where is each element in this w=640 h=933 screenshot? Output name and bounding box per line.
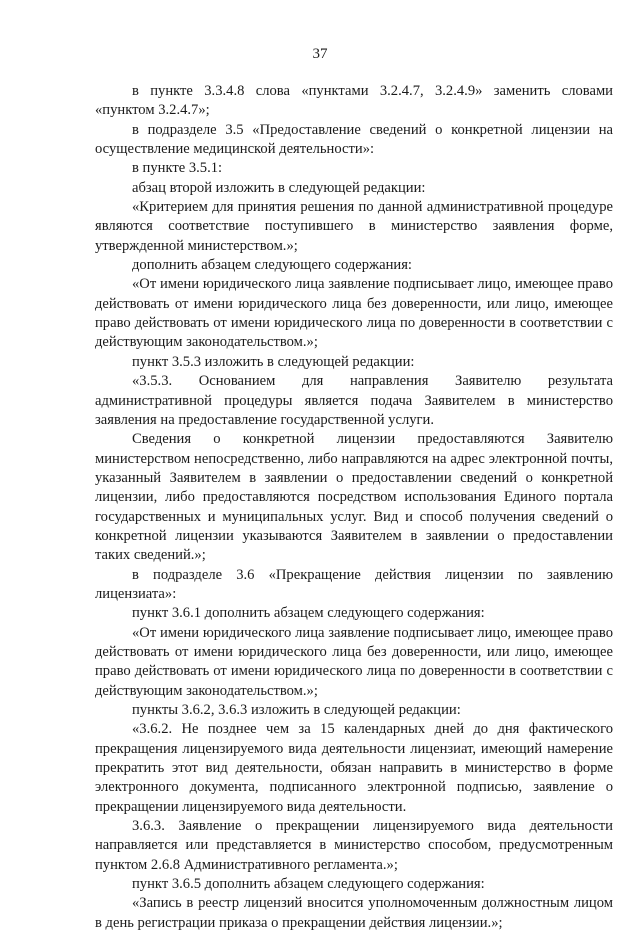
paragraph: 3.6.3. Заявление о прекращении лицензируемого вида деятельности направляется или представляется в министерство способом, предусмотренным пунктом 2.6.8 Административного регламента.»; [95,818,613,873]
paragraph: пункт 3.6.1 дополнить абзацем следующего содержания: [132,605,485,622]
paragraph: «От имени юридического лица заявление подписывает лицо, имеющее право действовать от имени юридического лица без доверенности, или лицо, имеющее право действовать от имени юридического лица по доверенности в соответствии с действующим законодательством.»; [95,624,613,699]
paragraph: дополнить абзацем следующего содержания: [132,257,412,274]
paragraph: в пункте 3.3.4.8 слова «пунктами 3.2.4.7, 3.2.4.9» заменить словами «пунктом 3.2.4.7»; [95,83,613,119]
paragraph: Сведения о конкретной лицензии предоставляются Заявителю министерством непосредственно, либо направляются на адрес электронной почты, указанный Заявителем в заявлении о предоставлении сведений о конкретной лицензии, либо предоставляются посредством использования Единого портала государственных и муниципальных услуг. Вид и способ получения сведений о конкретной лицензии указываются Заявителем в заявлении о предоставлении таких сведений.»; [95,431,613,564]
paragraph: «Критерием для принятия решения по данной административной процедуре являются соответствие поступившего в министерство заявления форме, утвержденной министерством.»; [95,199,613,254]
document-body [95,82,613,933]
paragraph: в подразделе 3.5 «Предоставление сведений о конкретной лицензии на осуществление медицинской деятельности»: [95,121,613,158]
paragraph: «Запись в реестр лицензий вносится уполномоченным должностным лицом в день регистрации приказа о прекращении действия лицензии.»; [95,895,613,931]
paragraph: в пункте 3.5.1: [132,160,223,177]
paragraph: пункт 3.5.3 изложить в следующей редакции: [132,353,415,370]
paragraph: пункты 3.6.2, 3.6.3 изложить в следующей редакции: [132,702,461,718]
paragraph: абзац второй изложить в следующей редакции: [132,179,426,196]
paragraph: «3.5.3. Основанием для направления Заявителю результата административной процедуры является подача Заявителем в министерство заявления на предоставление государственной услуги. [95,373,613,428]
page-number: 37 [312,46,328,62]
paragraph: пункт 3.6.5 дополнить абзацем следующего содержания: [132,876,485,893]
paragraph: «3.6.2. Не позднее чем за 15 календарных дней до дня фактического прекращения лицензируемого вида деятельности лицензиат, имеющий намерение прекратить этот вид деятельности, обязан направить в министерство в форме электронного документа, подписанного электронной подписью, заявление о прекращении лицензируемого вида деятельности. [95,721,613,815]
paragraph: в подразделе 3.6 «Прекращение действия лицензии по заявлению лицензиата»: [95,566,613,602]
paragraph: «От имени юридического лица заявление подписывает лицо, имеющее право действовать от имени юридического лица без доверенности, или лицо, имеющее право действовать от имени юридического лица по доверенности в соответствии с действующим законодательством.»; [95,276,613,351]
